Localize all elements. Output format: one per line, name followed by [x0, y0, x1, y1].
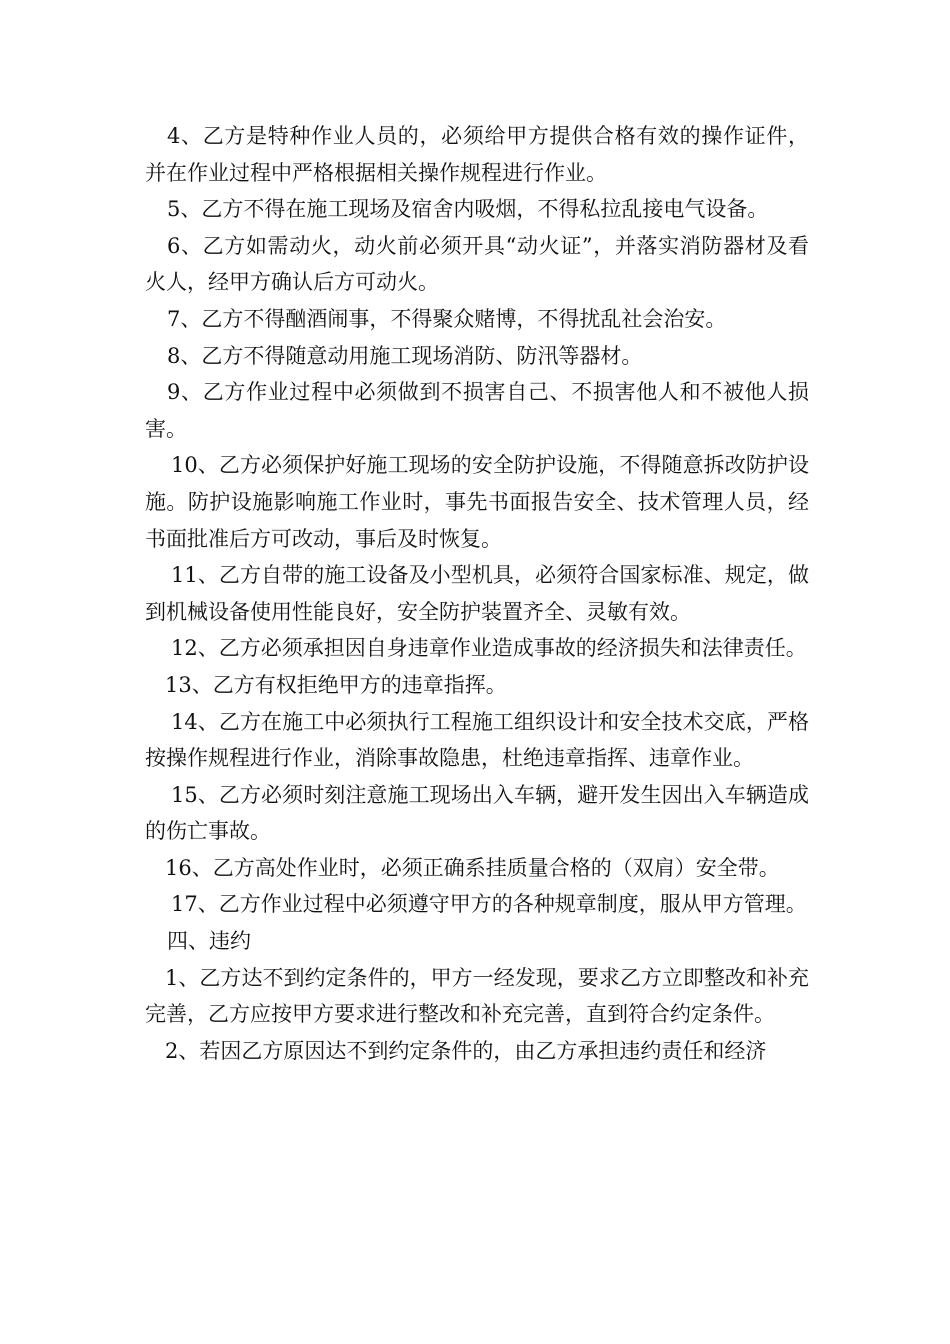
document-body — [145, 118, 809, 1069]
clause-14: 14、乙方在施工中必须执行工程施工组织设计和安全技术交底，严格按操作规程进行作业，消除事故隐患，杜绝违章指挥、违章作业。 — [145, 709, 809, 771]
clause-10: 10、乙方必须保护好施工现场的安全防护设施，不得随意拆改防护设施。防护设施影响施工作业时，事先书面报告安全、技术管理人员，经书面批准后方可改动，事后及时恢复。 — [145, 453, 809, 551]
breach-clause-2: 2、若因乙方原因达不到约定条件的，由乙方承担违约责任和经济 — [165, 1038, 767, 1063]
clause-15: 15、乙方必须时刻注意施工现场出入车辆，避开发生因出入车辆造成的伤亡事故。 — [145, 782, 809, 844]
breach-clause-1: 1、乙方达不到约定条件的，甲方一经发现，要求乙方立即整改和补充完善，乙方应按甲方要求进行整改和补充完善，直到符合约定条件。 — [145, 965, 809, 1027]
clause-7: 7、乙方不得酗酒闹事，不得聚众赌博，不得扰乱社会治安。 — [167, 306, 727, 331]
clause-5: 5、乙方不得在施工现场及宿舍内吸烟，不得私拉乱接电气设备。 — [167, 197, 769, 222]
clause-9: 9、乙方作业过程中必须做到不损害自己、不损害他人和不被他人损害。 — [145, 380, 809, 441]
clause-16: 16、乙方高处作业时，必须正确系挂质量合格的（双肩）安全带。 — [165, 855, 780, 880]
clause-4: 4、乙方是特种作业人员的，必须给甲方提供合格有效的操作证件，并在作业过程中严格根据相关操作规程进行作业。 — [145, 124, 809, 185]
clause-17: 17、乙方作业过程中必须遵守甲方的各种规章制度，服从甲方管理。 — [171, 892, 807, 917]
clause-6: 6、乙方如需动火，动火前必须开具“动火证”，并落实消防器材及看火人，经甲方确认后方可动火。 — [145, 233, 809, 295]
section-heading-breach: 四、违约 — [167, 929, 251, 954]
clause-11: 11、乙方自带的施工设备及小型机具，必须符合国家标准、规定，做到机械设备使用性能良好，安全防护装置齐全、灵敏有效。 — [145, 563, 809, 624]
clause-8: 8、乙方不得随意动用施工现场消防、防汛等器材。 — [167, 343, 643, 368]
clause-12: 12、乙方必须承担因自身违章作业造成事故的经济损失和法律责任。 — [171, 636, 807, 661]
clause-13: 13、乙方有权拒绝甲方的违章指挥。 — [165, 672, 507, 697]
